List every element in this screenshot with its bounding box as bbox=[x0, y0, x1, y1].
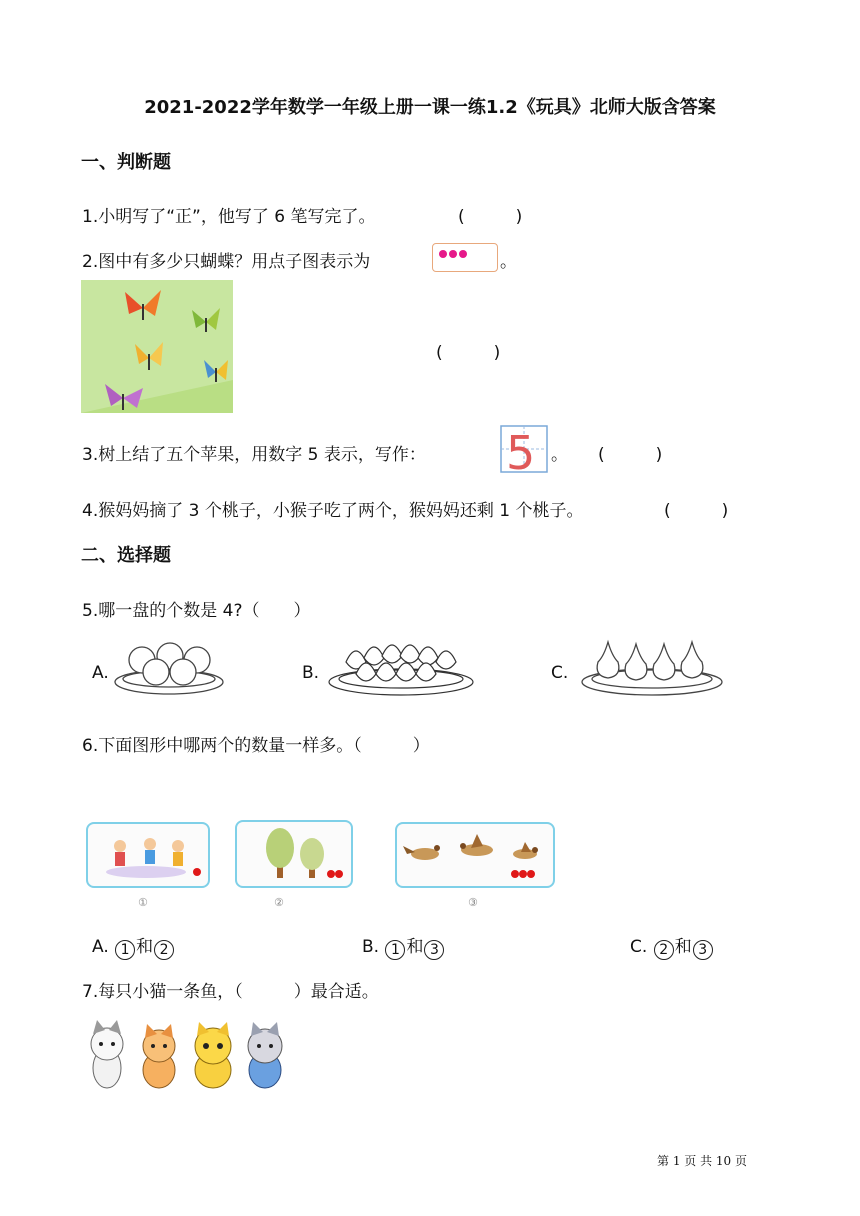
butterflies-image bbox=[81, 280, 233, 413]
plate-pears-image bbox=[578, 634, 726, 698]
answer-paren-3[interactable]: ( ) bbox=[598, 445, 663, 465]
option-5b-label[interactable]: B. bbox=[302, 663, 320, 683]
dot-diagram-icon bbox=[433, 244, 497, 271]
question-6: 6.下面图形中哪两个的数量一样多。（ ） bbox=[82, 736, 430, 756]
cat-icon bbox=[143, 1024, 175, 1088]
tree-icon bbox=[266, 828, 294, 878]
duck-icon bbox=[513, 842, 538, 859]
option-5a-label[interactable]: A. bbox=[92, 663, 109, 683]
question-2-suffix: 。 bbox=[500, 252, 517, 272]
circled-number: 2 bbox=[654, 940, 674, 960]
plate-strawberries-image bbox=[326, 632, 476, 698]
question-7: 7.每只小猫一条鱼，（ ）最合适。 bbox=[82, 982, 379, 1002]
child-icon bbox=[144, 838, 156, 864]
option-6b[interactable]: B. 1 和 3 bbox=[362, 932, 445, 960]
duck-icon bbox=[460, 834, 493, 856]
cats-image bbox=[81, 1016, 293, 1092]
section-judgement: 一、判断题 bbox=[81, 152, 171, 173]
answer-paren-4[interactable]: ( ) bbox=[664, 501, 729, 521]
child-icon bbox=[114, 840, 126, 866]
question-2 bbox=[82, 247, 370, 272]
section-choice: 二、选择题 bbox=[81, 545, 171, 566]
page-title: 2021-2022学年数学一年级上册一课一练1.2《玩具》北师大版含答案 bbox=[144, 97, 716, 118]
cat-icon bbox=[195, 1022, 231, 1088]
frame-3-ducks bbox=[395, 822, 555, 888]
child-icon bbox=[172, 840, 184, 866]
tree-icon bbox=[300, 838, 324, 878]
answer-paren-1[interactable]: ( ) bbox=[458, 207, 523, 227]
option-6c[interactable]: C. 2 和 3 bbox=[630, 932, 714, 960]
cat-icon bbox=[248, 1022, 282, 1088]
frame-label-2: ② bbox=[274, 896, 284, 909]
question-2-text: 2.图中有多少只蝴蝶？用点子图表示为 bbox=[82, 252, 371, 272]
duck-icon bbox=[403, 845, 440, 860]
circled-number: 3 bbox=[424, 940, 444, 960]
dot-diagram bbox=[432, 243, 498, 272]
question-1: 1.小明写了“正”，他写了 6 笔写完了。 bbox=[82, 207, 376, 227]
plate-apples-image bbox=[112, 638, 227, 696]
frame-label-1: ① bbox=[138, 896, 148, 909]
digit-writing-grid bbox=[500, 425, 548, 473]
frame-1-children bbox=[86, 822, 210, 888]
question-3-suffix: 。 bbox=[551, 445, 568, 465]
option-6a[interactable]: A. 1 和 2 bbox=[92, 932, 175, 960]
frame-2-trees bbox=[235, 820, 353, 888]
circled-number: 1 bbox=[115, 940, 135, 960]
circled-number: 1 bbox=[385, 940, 405, 960]
question-4: 4.猴妈妈摘了 3 个桃子，小猴子吃了两个，猴妈妈还剩 1 个桃子。 bbox=[82, 501, 584, 521]
question-5: 5.哪一盘的个数是 4?（ ） bbox=[82, 601, 311, 621]
page-footer: 第 1 页 共 10 页 bbox=[657, 1154, 747, 1168]
answer-paren-2[interactable]: ( ) bbox=[436, 343, 501, 363]
question-3: 3.树上结了五个苹果，用数字 5 表示，写作： bbox=[82, 445, 426, 465]
digit-5: 5 bbox=[506, 426, 536, 473]
option-5c-label[interactable]: C. bbox=[551, 663, 569, 683]
frame-label-3: ③ bbox=[468, 896, 478, 909]
circled-number: 3 bbox=[693, 940, 713, 960]
circled-number: 2 bbox=[154, 940, 174, 960]
cat-icon bbox=[91, 1020, 123, 1088]
